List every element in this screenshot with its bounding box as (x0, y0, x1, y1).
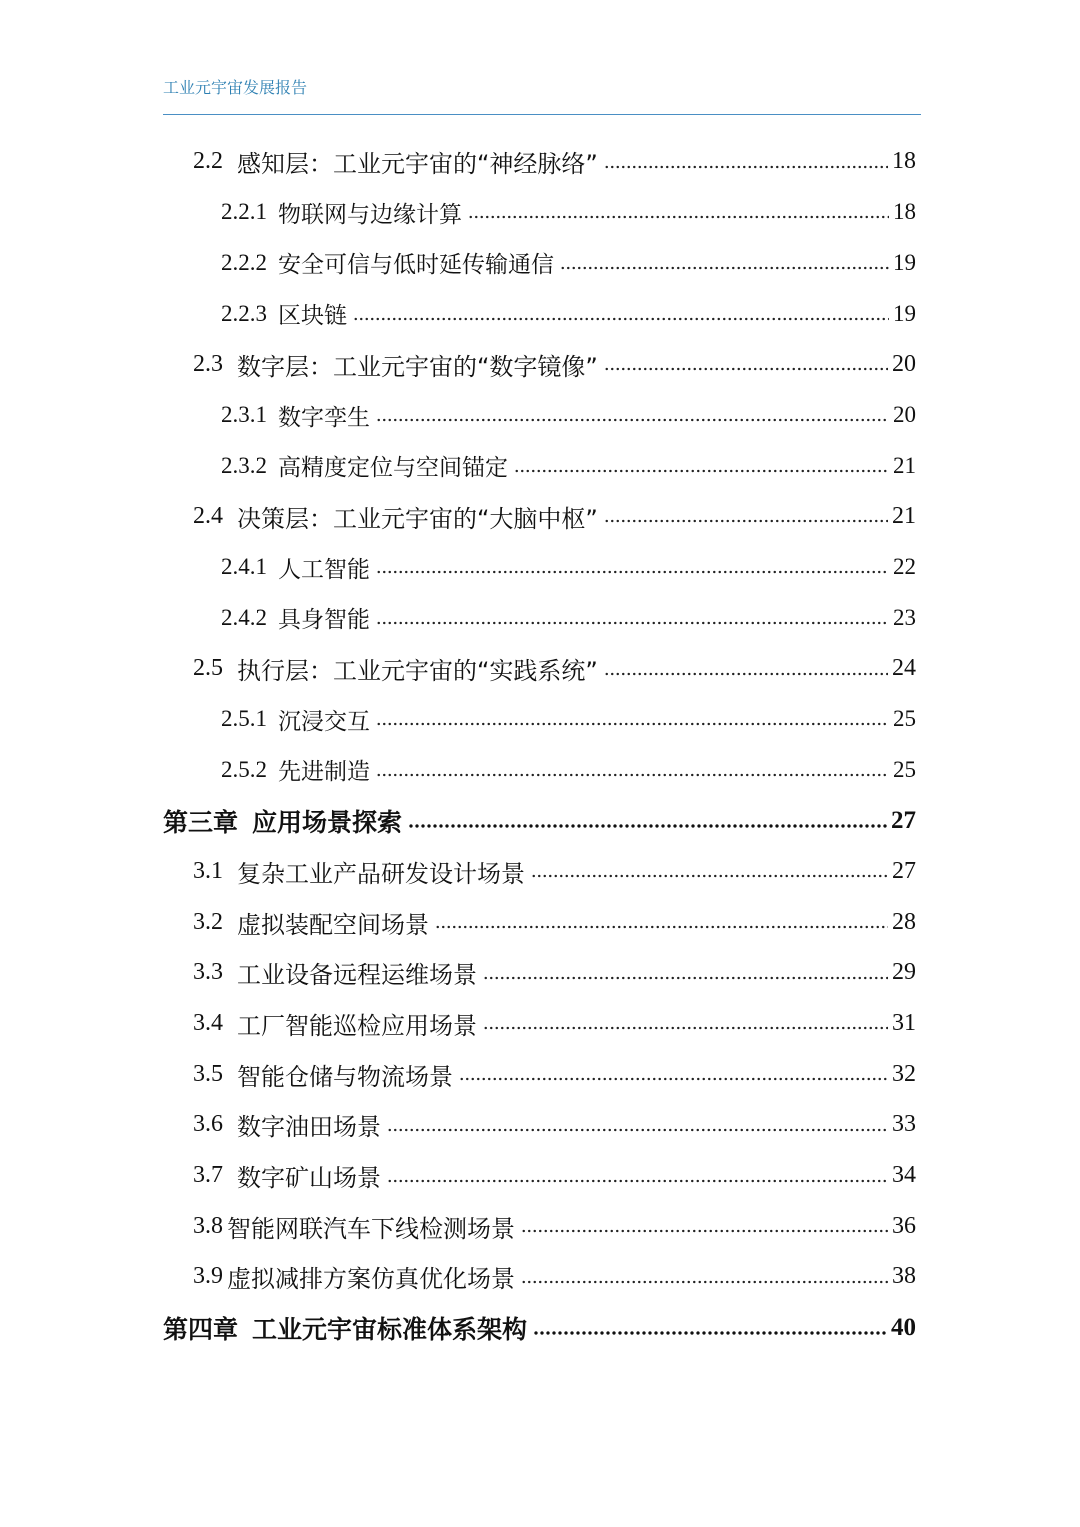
toc-entry-title: 应用场景探索 (252, 807, 403, 837)
toc-page-number: 25 (893, 706, 916, 732)
toc-dot-leader (483, 1025, 888, 1031)
toc-page-number: 25 (893, 756, 916, 782)
toc-dot-leader (387, 1178, 888, 1184)
toc-entry-number: 3.3 (193, 959, 223, 986)
toc-page-number: 18 (893, 199, 916, 225)
toc-page-number: 24 (892, 655, 916, 681)
toc-entry[interactable] (193, 897, 916, 948)
toc-entry-title: 智能仓储与物流场景 (237, 1062, 453, 1091)
toc-entry-number: 2.5.1 (221, 706, 267, 732)
toc-entry[interactable] (193, 136, 916, 187)
toc-dot-leader (387, 1127, 888, 1133)
toc-chapter-entry[interactable] (163, 1302, 916, 1353)
toc-entry-number: 2.3 (193, 350, 223, 377)
toc-entry-number: 3.7 (193, 1162, 223, 1188)
toc-entry-title: 数字矿山场景 (237, 1164, 381, 1192)
toc-entry-number: 第四章 (163, 1314, 239, 1344)
toc-page-number: 31 (892, 1009, 916, 1036)
toc-entry[interactable] (221, 237, 916, 288)
toc-chapter-entry[interactable] (163, 795, 916, 846)
toc-entry[interactable] (193, 1099, 916, 1150)
toc-entry-title: 安全可信与低时延传输通信 (278, 252, 554, 279)
toc-entry-number: 3.9 (193, 1263, 223, 1290)
toc-entry-title: 感知层：工业元宇宙的“神经脉络” (237, 150, 598, 178)
toc-page-number: 36 (892, 1212, 916, 1239)
toc-dot-leader (560, 265, 889, 271)
toc-dot-leader (353, 316, 889, 322)
toc-dot-leader (435, 924, 888, 930)
toc-dot-leader (604, 518, 888, 524)
toc-entry[interactable] (193, 643, 916, 694)
toc-entry-number: 2.5.2 (221, 756, 267, 782)
toc-dot-leader (483, 975, 888, 981)
toc-entry-title: 决策层：工业元宇宙的“大脑中枢” (237, 504, 598, 533)
toc-entry-number: 3.2 (193, 908, 223, 935)
toc-page-number: 20 (892, 350, 916, 377)
toc-entry-number: 2.5 (193, 655, 223, 681)
toc-entry-number: 第三章 (163, 807, 239, 837)
toc-entry-number: 2.3.2 (221, 452, 267, 478)
toc-entry[interactable] (221, 694, 916, 745)
toc-entry[interactable] (221, 592, 916, 643)
toc-entry-title: 数字孪生 (278, 404, 370, 431)
toc-dot-leader (376, 772, 889, 778)
toc-entry-title: 沉浸交互 (278, 708, 370, 735)
toc-entry[interactable] (221, 744, 916, 795)
toc-entry[interactable] (193, 1251, 916, 1302)
toc-entry-number: 3.8 (193, 1212, 223, 1239)
toc-dot-leader (533, 1330, 887, 1336)
toc-entry-title: 区块链 (278, 303, 347, 330)
toc-entry-number: 3.1 (193, 857, 223, 884)
toc-entry-title: 数字层：工业元宇宙的“数字镜像” (237, 352, 598, 381)
toc-entry-number: 2.4 (193, 502, 223, 529)
toc-entry-number: 3.4 (193, 1009, 223, 1036)
toc-entry-number: 2.4.2 (221, 604, 267, 630)
toc-entry-title: 物联网与边缘计算 (278, 201, 462, 228)
toc-entry[interactable] (193, 339, 916, 390)
toc-page-number: 27 (892, 857, 916, 884)
toc-page-number: 19 (893, 249, 916, 275)
toc-page-number: 21 (892, 502, 916, 529)
toc-entry-title: 工业元宇宙标准体系架构 (252, 1314, 528, 1344)
toc-page-number: 28 (892, 908, 916, 935)
toc-entry-number: 3.5 (193, 1060, 223, 1087)
toc-entry[interactable] (221, 542, 916, 593)
header-divider (163, 114, 921, 115)
toc-entry-title: 高精度定位与空间锚定 (278, 455, 508, 482)
toc-entry-number: 2.2.1 (221, 199, 267, 225)
toc-page-number: 34 (892, 1162, 916, 1188)
toc-entry-number: 2.2.3 (221, 300, 267, 326)
toc-dot-leader (376, 417, 889, 423)
toc-dot-leader (521, 1228, 888, 1234)
toc-page-number: 21 (893, 452, 916, 478)
toc-page-number: 33 (892, 1111, 916, 1138)
toc-entry[interactable] (193, 1150, 916, 1201)
toc-entry-title: 虚拟减排方案仿真优化场景 (227, 1265, 515, 1294)
toc-entry[interactable] (193, 1049, 916, 1100)
toc-entry[interactable] (193, 846, 916, 897)
toc-dot-leader (408, 823, 887, 829)
toc-page-number: 40 (891, 1313, 916, 1341)
toc-dot-leader (521, 1279, 888, 1285)
toc-dot-leader (376, 569, 889, 575)
toc-entry-title: 虚拟装配空间场景 (237, 910, 429, 939)
toc-entry-number: 2.4.1 (221, 554, 267, 580)
toc-entry[interactable] (221, 187, 916, 238)
toc-entry-title: 数字油田场景 (237, 1113, 381, 1142)
toc-entry-number: 3.6 (193, 1111, 223, 1138)
toc-page-number: 38 (892, 1263, 916, 1290)
toc-entry-title: 人工智能 (278, 556, 370, 583)
toc-entry-number: 2.3.1 (221, 402, 267, 427)
toc-page-number: 18 (892, 148, 916, 174)
toc-entry[interactable] (193, 998, 916, 1049)
toc-page-number: 29 (892, 959, 916, 986)
toc-entry-title: 工厂智能巡检应用场景 (237, 1011, 477, 1040)
toc-dot-leader (604, 366, 888, 372)
running-header: 工业元宇宙发展报告 (163, 78, 308, 97)
toc-dot-leader (468, 214, 889, 220)
toc-entry-title: 具身智能 (278, 607, 370, 634)
toc-dot-leader (604, 164, 888, 170)
toc-dot-leader (376, 721, 889, 727)
toc-entry-number: 2.2 (193, 148, 223, 174)
toc-page-number: 27 (891, 806, 916, 834)
toc-entry-title: 执行层：工业元宇宙的“实践系统” (237, 657, 598, 685)
toc-entry[interactable] (193, 947, 916, 998)
toc-entry[interactable] (193, 1201, 916, 1252)
toc-dot-leader (459, 1076, 888, 1082)
toc-entry-title: 智能网联汽车下线检测场景 (227, 1214, 515, 1243)
toc-entry[interactable] (221, 288, 916, 339)
toc-page-number: 22 (893, 554, 916, 580)
toc-entry-number: 2.2.2 (221, 249, 267, 275)
toc-page-number: 23 (893, 604, 916, 630)
toc-page-number: 20 (893, 402, 916, 427)
toc-entry[interactable] (193, 491, 916, 542)
toc-dot-leader (514, 468, 889, 474)
toc-entry[interactable] (221, 440, 916, 491)
toc-entry[interactable] (221, 390, 916, 441)
toc-entry-title: 工业设备远程运维场景 (237, 961, 477, 990)
toc-dot-leader (604, 671, 888, 677)
toc-page-number: 19 (893, 300, 916, 326)
toc-entry-title: 复杂工业产品研发设计场景 (237, 859, 525, 888)
toc-dot-leader (531, 873, 888, 879)
toc-page-number: 32 (892, 1060, 916, 1087)
toc-entry-title: 先进制造 (278, 759, 370, 786)
toc-dot-leader (376, 620, 889, 626)
